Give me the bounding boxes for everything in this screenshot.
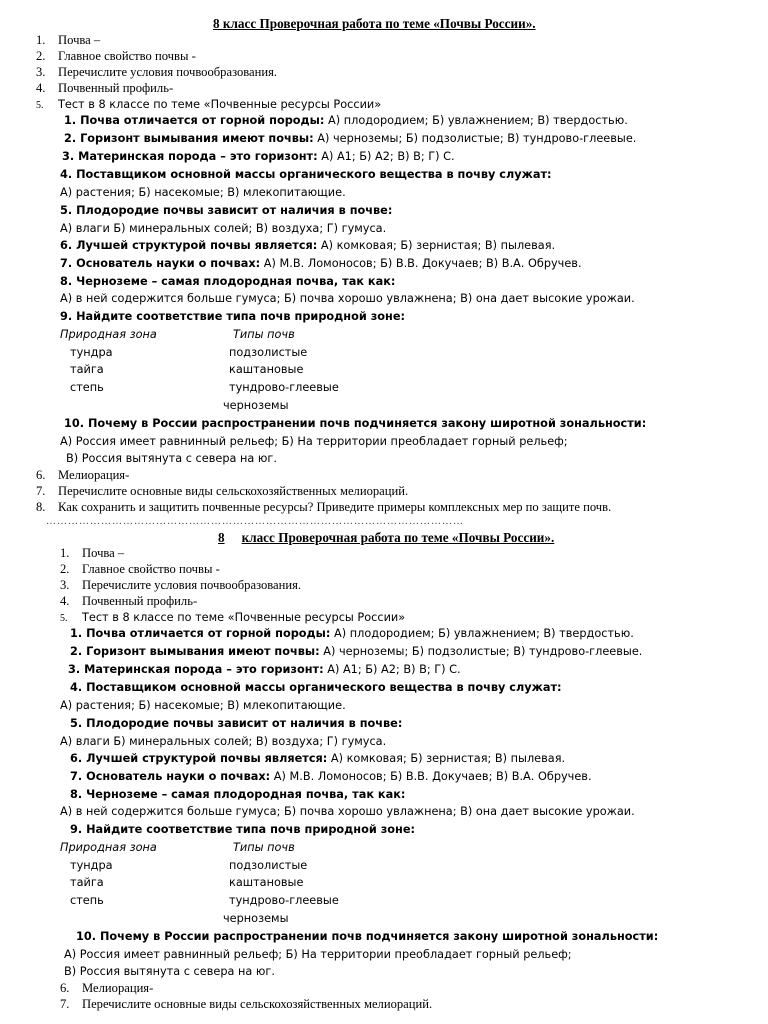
question-5: 5. Тест в 8 классе по теме «Почвенные ресурсы России» [36,98,382,111]
test-question-2: 2. Горизонт вымывания имеют почвы: А) черноземы; Б) подзолистые; В) тундрово-глеевые. [64,132,637,145]
zone-item: тайга [70,876,104,889]
test-question-2: 2. Горизонт вымывания имеют почвы: А) черноземы; Б) подзолистые; В) тундрово-глеевые. [70,645,643,658]
zone-item: тайга [70,363,104,376]
test-question-4: 4. Поставщиком основной массы органического вещества в почву служат: [60,168,552,181]
zone-header: Природная зона [60,841,157,854]
type-item: подзолистые [229,346,308,359]
type-item: тундрово-глеевые [229,381,339,394]
test-question-6: 6. Лучшей структурой почвы является: А) комковая; Б) зернистая; В) пылевая. [60,239,556,252]
zone-item: тундра [70,859,113,872]
question-1: 1. Почва – [60,546,125,560]
type-item: подзолистые [229,859,308,872]
question-6: 6. Мелиорация- [36,468,130,482]
test-question-3: 3. Материнская порода – это горизонт: А) А1; Б) А2; В) В; Г) С. [62,150,455,163]
test-question-8: 8. Черноземе – самая плодородная почва, так как: [60,275,396,288]
test-question-1: 1. Почва отличается от горной породы: А) плодородием; Б) увлажнением; В) твердостью. [70,627,634,640]
separator-line: …………………………………………………………………………………………………… [46,516,464,527]
test-question-5: 5. Плодородие почвы зависит от наличия в почве: [70,717,403,730]
types-header: Типы почв [233,328,295,341]
test-question-5: 5. Плодородие почвы зависит от наличия в почве: [60,204,393,217]
zone-header: Природная зона [60,328,157,341]
question-2: 2. Главное свойство почвы - [36,49,196,63]
question-4: 4. Почвенный профиль- [60,594,198,608]
test-answers-10: А) Россия имеет равнинный рельеф; Б) На территории преобладает горный рельеф; [64,948,572,961]
question-5: 5. Тест в 8 классе по теме «Почвенные ресурсы России» [60,611,406,624]
question-6: 6. Мелиорация- [60,981,154,995]
test-question-10: 10. Почему в России распространении почв подчиняется закону широтной зональности: [76,930,659,943]
zone-item: степь [70,381,104,394]
question-4: 4. Почвенный профиль- [36,81,174,95]
test-question-9: 9. Найдите соответствие типа почв природной зоне: [70,823,416,836]
test-answers-8: А) в ней содержится больше гумуса; Б) почва хорошо увлажнена; В) она дает высокие урожаи. [60,292,635,305]
test-answers-10-cont: В) Россия вытянута с севера на юг. [64,965,275,978]
question-8: 8. Как сохранить и защитить почвенные ресурсы? Приведите примеры комплексных мер по защите почв. [36,500,612,514]
question-7: 7. Перечислите основные виды сельскохозяйственных мелиораций. [36,484,409,498]
test-answers-4: А) растения; Б) насекомые; В) млекопитающие. [60,186,346,199]
type-item: каштановые [229,876,304,889]
test-question-9: 9. Найдите соответствие типа почв природной зоне: [60,310,406,323]
test-answers-10: А) Россия имеет равнинный рельеф; Б) На территории преобладает горный рельеф; [60,435,568,448]
test-answers-10-cont: В) Россия вытянута с севера на юг. [66,452,277,465]
test-answers-8: А) в ней содержится больше гумуса; Б) почва хорошо увлажнена; В) она дает высокие урожаи. [60,805,635,818]
types-header: Типы почв [233,841,295,854]
page-title: 8 класс Проверочная работа по теме «Почвы России». [213,16,536,31]
test-question-7: 7. Основатель науки о почвах: А) М.В. Ломоносов; Б) В.В. Докучаев; В) В.А. Обручев. [70,770,592,783]
question-7: 7. Перечислите основные виды сельскохозяйственных мелиораций. [60,997,433,1011]
test-question-4: 4. Поставщиком основной массы органического вещества в почву служат: [70,681,562,694]
test-question-3: 3. Материнская порода – это горизонт: А) А1; Б) А2; В) В; Г) С. [68,663,461,676]
test-answers-4: А) растения; Б) насекомые; В) млекопитающие. [60,699,346,712]
type-item: тундрово-глеевые [229,894,339,907]
question-1: 1. Почва – [36,33,101,47]
type-item: каштановые [229,363,304,376]
test-question-6: 6. Лучшей структурой почвы является: А) комковая; Б) зернистая; В) пылевая. [70,752,566,765]
question-2: 2. Главное свойство почвы - [60,562,220,576]
type-item: черноземы [223,912,289,925]
zone-item: тундра [70,346,113,359]
test-question-10: 10. Почему в России распространении почв подчиняется закону широтной зональности: [64,417,647,430]
question-3: 3. Перечислите условия почвообразования. [36,65,278,79]
zone-item: степь [70,894,104,907]
test-question-8: 8. Черноземе – самая плодородная почва, так как: [70,788,406,801]
test-answers-5: А) влаги Б) минеральных солей; В) воздуха; Г) гумуса. [60,222,387,235]
page-title-2: 8 класс Проверочная работа по теме «Почвы России». [218,530,555,545]
question-3: 3. Перечислите условия почвообразования. [60,578,302,592]
test-answers-5: А) влаги Б) минеральных солей; В) воздуха; Г) гумуса. [60,735,387,748]
type-item: черноземы [223,399,289,412]
test-question-7: 7. Основатель науки о почвах: А) М.В. Ломоносов; Б) В.В. Докучаев; В) В.А. Обручев. [60,257,582,270]
test-question-1: 1. Почва отличается от горной породы: А) плодородием; Б) увлажнением; В) твердостью. [64,114,628,127]
